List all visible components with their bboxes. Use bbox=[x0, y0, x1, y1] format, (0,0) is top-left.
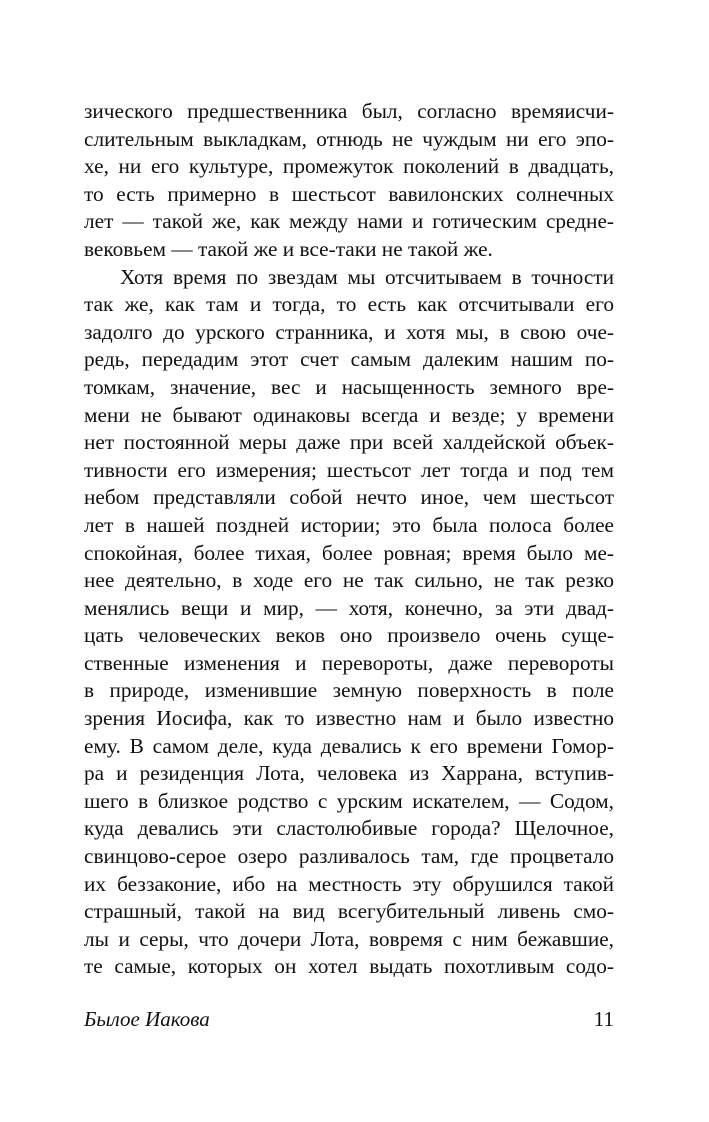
text-line: спокойная, более тихая, более ровная; время было ме- bbox=[84, 540, 614, 565]
text-line: менялись вещи и мир, — хотя, конечно, за эти двад- bbox=[84, 595, 614, 620]
text-line: те самые, которых он хотел выдать похотливым содо- bbox=[84, 954, 614, 979]
text-line: шего в близкое родство с урским искателем, — Содом, bbox=[84, 788, 614, 813]
body-text bbox=[84, 98, 614, 981]
text-line: страшный, такой на вид всегубительный ливень смо- bbox=[84, 899, 614, 924]
text-line: вековьем — такой же и все-таки не такой же. bbox=[84, 236, 493, 261]
text-line: задолго до урского странника, и хотя мы, в свою оче- bbox=[84, 319, 614, 344]
text-line: хе, ни его культуре, промежуток поколений в двадцать, bbox=[84, 154, 614, 179]
paragraph-first-line: Хотя время по звездам мы отсчитываем в точности bbox=[120, 264, 614, 289]
text-line: зического предшественника был, согласно времяисчи- bbox=[84, 99, 614, 123]
text-line: зрения Иосифа, как то известно нам и было известно bbox=[84, 706, 614, 731]
text-line: нее деятельно, в ходе его не так сильно, не так резко bbox=[84, 568, 614, 593]
text-line: томкам, значение, вес и насыщенность земного вре- bbox=[84, 374, 614, 399]
text-line: куда девались эти сластолюбивые города? Щелочное, bbox=[84, 816, 614, 841]
text-line: свинцово-серое озеро разливалось там, где процветало bbox=[84, 844, 614, 869]
running-footer-title: Былое Иакова bbox=[84, 1007, 210, 1031]
text-line: редь, передадим этот счет самым далеким нашим по- bbox=[84, 347, 614, 372]
text-line: небом представляли собой нечто иное, чем шестьсот bbox=[84, 485, 614, 510]
text-line: нет постоянной меры даже при всей халдейской объек- bbox=[84, 430, 614, 455]
text-line: цать человеческих веков оно произвело очень суще- bbox=[84, 623, 614, 648]
text-line: слительным выкладкам, отнюдь не чуждым ни его эпо- bbox=[84, 126, 614, 151]
text-line: в природе, изменившие земную поверхность в поле bbox=[84, 678, 614, 703]
page-number: 11 bbox=[593, 1007, 614, 1031]
text-line: ему. В самом деле, куда девались к его времени Гомор- bbox=[84, 733, 614, 758]
text-line: их беззаконие, ибо на местность эту обрушился такой bbox=[84, 871, 614, 896]
text-line: лы и серы, что дочери Лота, вовремя с ним бежавшие, bbox=[84, 926, 614, 951]
text-line: лет в нашей поздней истории; это была полоса более bbox=[84, 512, 614, 537]
text-line: тивности его измерения; шестьсот лет тогда и под тем bbox=[84, 457, 614, 482]
text-line: ра и резиденция Лота, человека из Харрана, вступив- bbox=[84, 761, 614, 786]
text-line: так же, как там и тогда, то есть как отсчитывали его bbox=[84, 292, 614, 317]
text-line: лет — такой же, как между нами и готическим средне- bbox=[84, 209, 614, 234]
text-line: то есть примерно в шестьсот вавилонских солнечных bbox=[84, 181, 614, 206]
text-line: мени не бывают одинаковы всегда и везде; у времени bbox=[84, 402, 614, 427]
text-line: ственные изменения и перевороты, даже перевороты bbox=[84, 650, 614, 675]
